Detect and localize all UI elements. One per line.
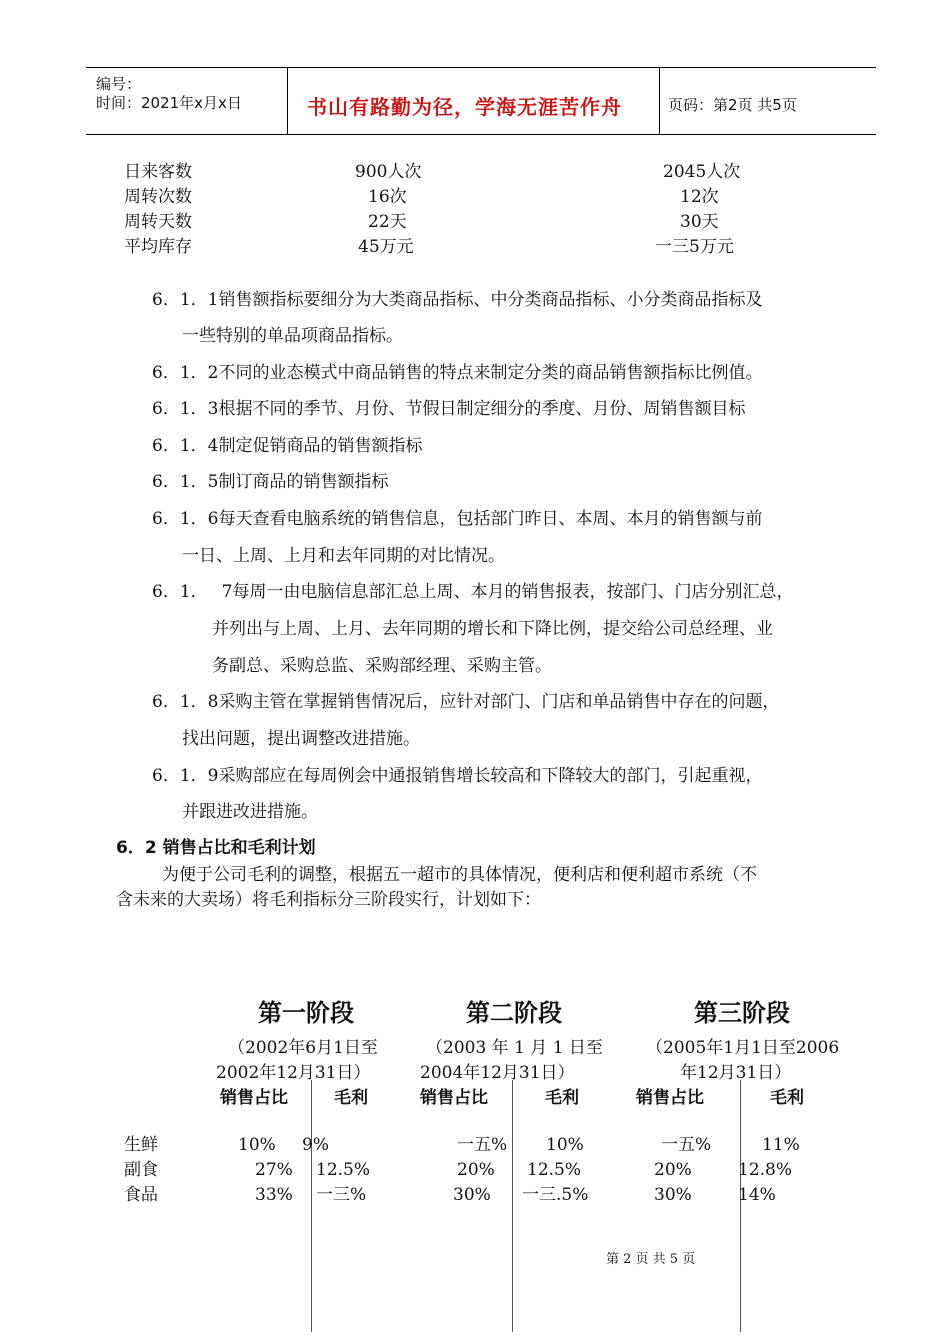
cell: 一五% — [457, 1135, 508, 1155]
column-header: 毛利 — [770, 1088, 804, 1108]
header-motto: 书山有路勤为径，学海无涯苦作舟 — [307, 95, 622, 119]
item-number: 6．1．5 — [152, 472, 219, 492]
stat-value: 12次 — [680, 187, 719, 207]
stat-value: 30天 — [680, 212, 719, 232]
list-item — [152, 577, 793, 602]
list-item — [152, 761, 762, 786]
cell: 12.8% — [738, 1160, 793, 1180]
item-text: 采购主管在掌握销售情况后，应针对部门、门店和单品销售中存在的问题， — [218, 692, 780, 712]
column-header: 毛利 — [545, 1088, 579, 1108]
stage-date-range: （2003 年 1 月 1 日至 — [426, 1038, 603, 1058]
header-number-label: 编号： — [96, 75, 142, 93]
item-text: 销售额指标要细分为大类商品指标、中分类商品指标、小分类商品指标及 — [218, 290, 763, 310]
row-label: 副食 — [124, 1160, 158, 1180]
stat-value: 一三5万元 — [655, 237, 734, 257]
section-intro-line2: 含未来的大卖场）将毛利指标分三阶段实行，计划如下： — [116, 890, 541, 910]
item-continuation: 一日、上周、上月和去年同期的对比情况。 — [182, 546, 505, 566]
stage-title: 第二阶段 — [466, 999, 562, 1027]
stat-value: 45万元 — [358, 237, 414, 257]
row-label: 食品 — [124, 1185, 158, 1205]
stat-label: 周转次数 — [124, 187, 192, 207]
header-top-rule — [86, 67, 876, 68]
item-continuation: 务副总、采购总监、采购部经理、采购主管。 — [212, 656, 552, 676]
item-text: 不同的业态模式中商品销售的特点来制定分类的商品销售额指标比例值。 — [218, 363, 763, 383]
stage-title: 第一阶段 — [258, 999, 354, 1027]
stage-date-range: （2002年6月1日至 — [228, 1038, 378, 1058]
column-header: 毛利 — [334, 1088, 368, 1108]
cell: 10% — [238, 1135, 276, 1155]
cell: 20% — [457, 1160, 495, 1180]
stat-value: 900人次 — [355, 162, 422, 182]
cell: 20% — [654, 1160, 692, 1180]
item-number: 6．1．2 — [152, 363, 219, 383]
list-item — [152, 431, 422, 456]
list-item — [152, 687, 779, 712]
stat-label: 日来客数 — [124, 162, 192, 182]
stat-value: 22天 — [368, 212, 407, 232]
header-page-label: 页码：第2页 共5页 — [668, 96, 797, 114]
cell: 一三% — [316, 1185, 367, 1205]
item-number: 6．1．4 — [152, 436, 219, 456]
stage-title: 第三阶段 — [694, 999, 790, 1027]
stat-label: 平均库存 — [124, 237, 192, 257]
item-text: 采购部应在每周例会中通报销售增长较高和下降较大的部门，引起重视， — [218, 766, 763, 786]
item-number-suffix: 7 — [221, 582, 233, 602]
cell: 9% — [302, 1135, 329, 1155]
column-divider — [311, 1080, 312, 1332]
stage-date-range: 2002年12月31日） — [216, 1063, 371, 1083]
list-item — [152, 285, 762, 310]
list-item — [152, 394, 745, 419]
item-number: 6．1．9 — [152, 766, 219, 786]
item-number: 6．1．1 — [152, 290, 219, 310]
stat-value: 16次 — [368, 187, 407, 207]
item-number: 6．1．3 — [152, 399, 219, 419]
column-header: 销售占比 — [220, 1088, 288, 1108]
header-divider-right — [659, 67, 660, 135]
cell: 33% — [255, 1185, 293, 1205]
item-continuation: 一些特别的单品项商品指标。 — [182, 326, 403, 346]
item-text: 根据不同的季节、月份、节假日制定细分的季度、月份、周销售额目标 — [218, 399, 746, 419]
column-header: 销售占比 — [636, 1088, 704, 1108]
cell: 11% — [762, 1135, 800, 1155]
cell: 一五% — [661, 1135, 712, 1155]
stat-label: 周转天数 — [124, 212, 192, 232]
cell: 12.5% — [527, 1160, 582, 1180]
section-heading: 6．2 销售占比和毛利计划 — [116, 838, 316, 858]
item-continuation: 并列出与上周、上月、去年同期的增长和下降比例，提交给公司总经理、业 — [212, 619, 773, 639]
cell: 12.5% — [316, 1160, 371, 1180]
item-continuation: 找出问题，提出调整改进措施。 — [182, 729, 420, 749]
cell: 30% — [654, 1185, 692, 1205]
stat-value: 2045人次 — [663, 162, 741, 182]
cell: 一三.5% — [522, 1185, 589, 1205]
cell: 27% — [255, 1160, 293, 1180]
item-number: 6．1．6 — [152, 509, 219, 529]
column-divider — [512, 1080, 513, 1332]
list-item — [152, 504, 762, 529]
section-intro-line1: 为便于公司毛利的调整，根据五一超市的具体情况，便利店和便利超市系统（不 — [162, 865, 757, 885]
item-number: 6．1．8 — [152, 692, 219, 712]
stage-date-range: （2005年1月1日至2006 — [646, 1038, 840, 1058]
cell: 10% — [546, 1135, 584, 1155]
header-divider-left — [287, 67, 288, 135]
header-time-label: 时间：2021年x月x日 — [96, 94, 242, 112]
item-text: 每周一由电脑信息部汇总上周、本月的销售报表，按部门、门店分别汇总， — [232, 582, 794, 602]
stage-date-range: 2004年12月31日） — [420, 1063, 575, 1083]
column-header: 销售占比 — [420, 1088, 488, 1108]
item-text: 制订商品的销售额指标 — [218, 472, 389, 492]
header-bottom-rule — [86, 134, 876, 135]
list-item — [152, 467, 388, 492]
cell: 30% — [453, 1185, 491, 1205]
list-item — [152, 358, 762, 383]
cell: 14% — [738, 1185, 776, 1205]
item-text: 制定促销商品的销售额指标 — [218, 436, 423, 456]
item-number: 6．1． — [152, 582, 208, 602]
stage-date-range: 年12月31日） — [680, 1063, 792, 1083]
page-footer: 第 2 页 共 5 页 — [606, 1252, 696, 1267]
row-label: 生鲜 — [124, 1135, 158, 1155]
item-text: 每天查看电脑系统的销售信息，包括部门昨日、本周、本月的销售额与前 — [218, 509, 763, 529]
item-continuation: 并跟进改进措施。 — [182, 802, 318, 822]
